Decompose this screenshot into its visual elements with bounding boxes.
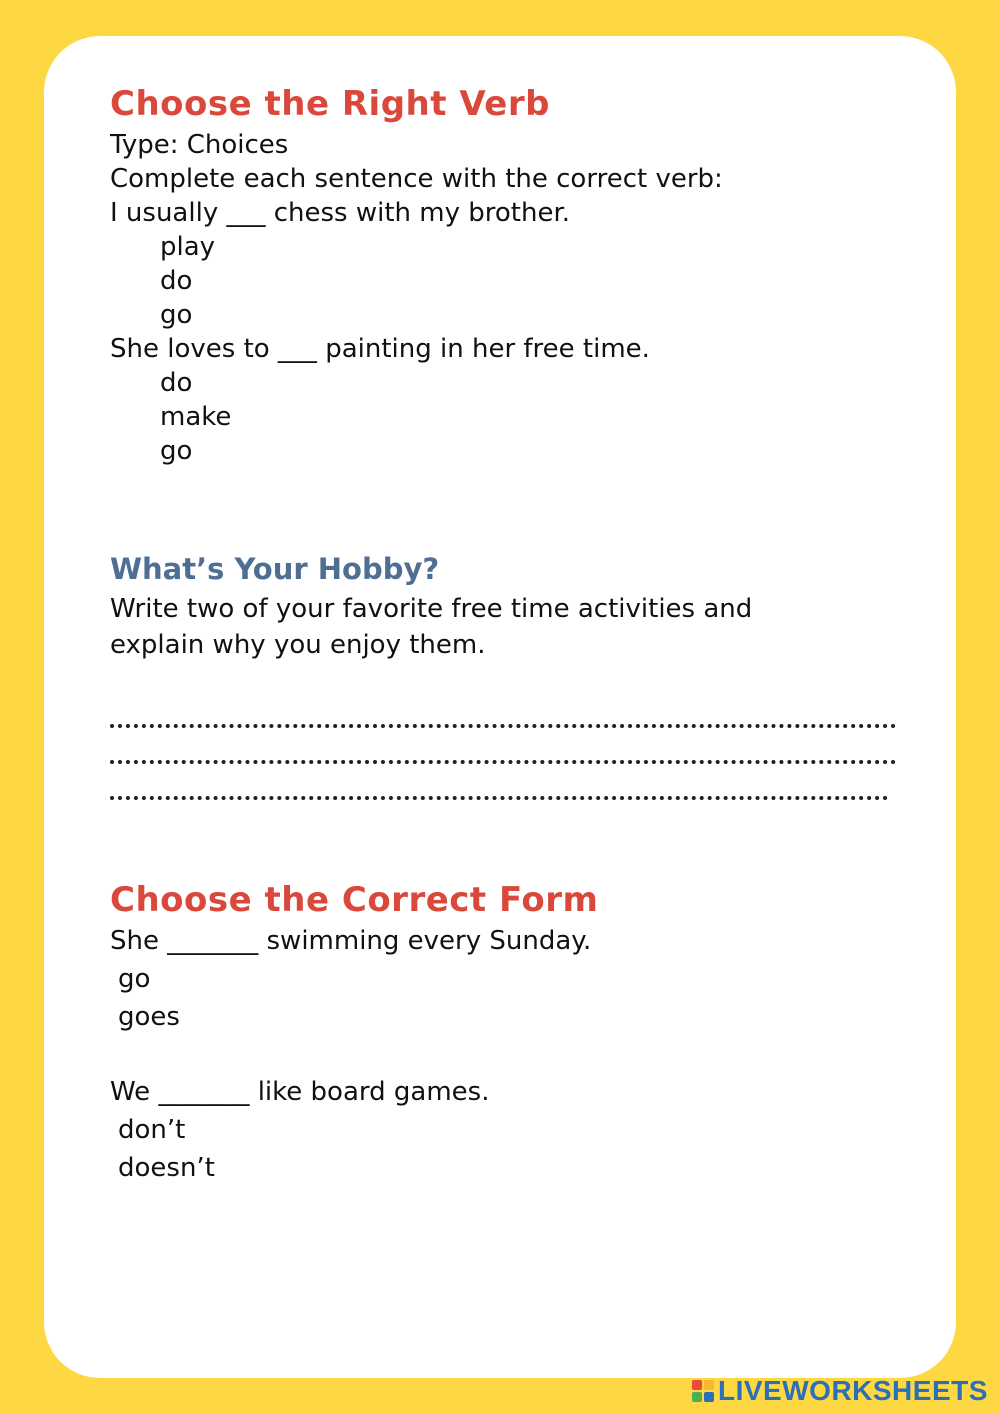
question-3-option-2[interactable]: goes [118,1002,180,1032]
section3-title: Choose the Correct Form [110,880,599,920]
liveworksheets-logo-icon [692,1380,714,1402]
question-1-option-1[interactable]: play [160,232,216,262]
liveworksheets-brand: LIVEWORKSHEETS [718,1375,988,1406]
section2-title: What’s Your Hobby? [110,552,440,586]
liveworksheets-footer [692,1376,988,1406]
question-4-option-1[interactable]: don’t [118,1115,186,1145]
answer-line-3[interactable] [110,796,888,800]
section2-instruction-line1: Write two of your favorite free time activities and [110,594,753,624]
question-2-option-2[interactable]: make [160,402,232,432]
answer-line-2[interactable] [110,760,896,764]
question-2-option-1[interactable]: do [160,368,193,398]
question-4-option-2[interactable]: doesn’t [118,1153,215,1183]
question-2-option-3[interactable]: go [160,436,193,466]
section2-instruction-line2: explain why you enjoy them. [110,630,486,660]
question-2-sentence: She loves to ___ painting in her free time. [110,334,650,364]
section1-instruction: Complete each sentence with the correct verb: [110,164,723,194]
question-3-sentence: She _______ swimming every Sunday. [110,926,592,956]
question-1-option-3[interactable]: go [160,300,193,330]
question-3-option-1[interactable]: go [118,964,151,994]
question-1-option-2[interactable]: do [160,266,193,296]
question-4-sentence: We _______ like board games. [110,1077,490,1107]
section1-title: Choose the Right Verb [110,84,550,124]
question-1-sentence: I usually ___ chess with my brother. [110,198,571,228]
section1-type-line: Type: Choices [110,130,289,160]
answer-line-1[interactable] [110,724,896,728]
